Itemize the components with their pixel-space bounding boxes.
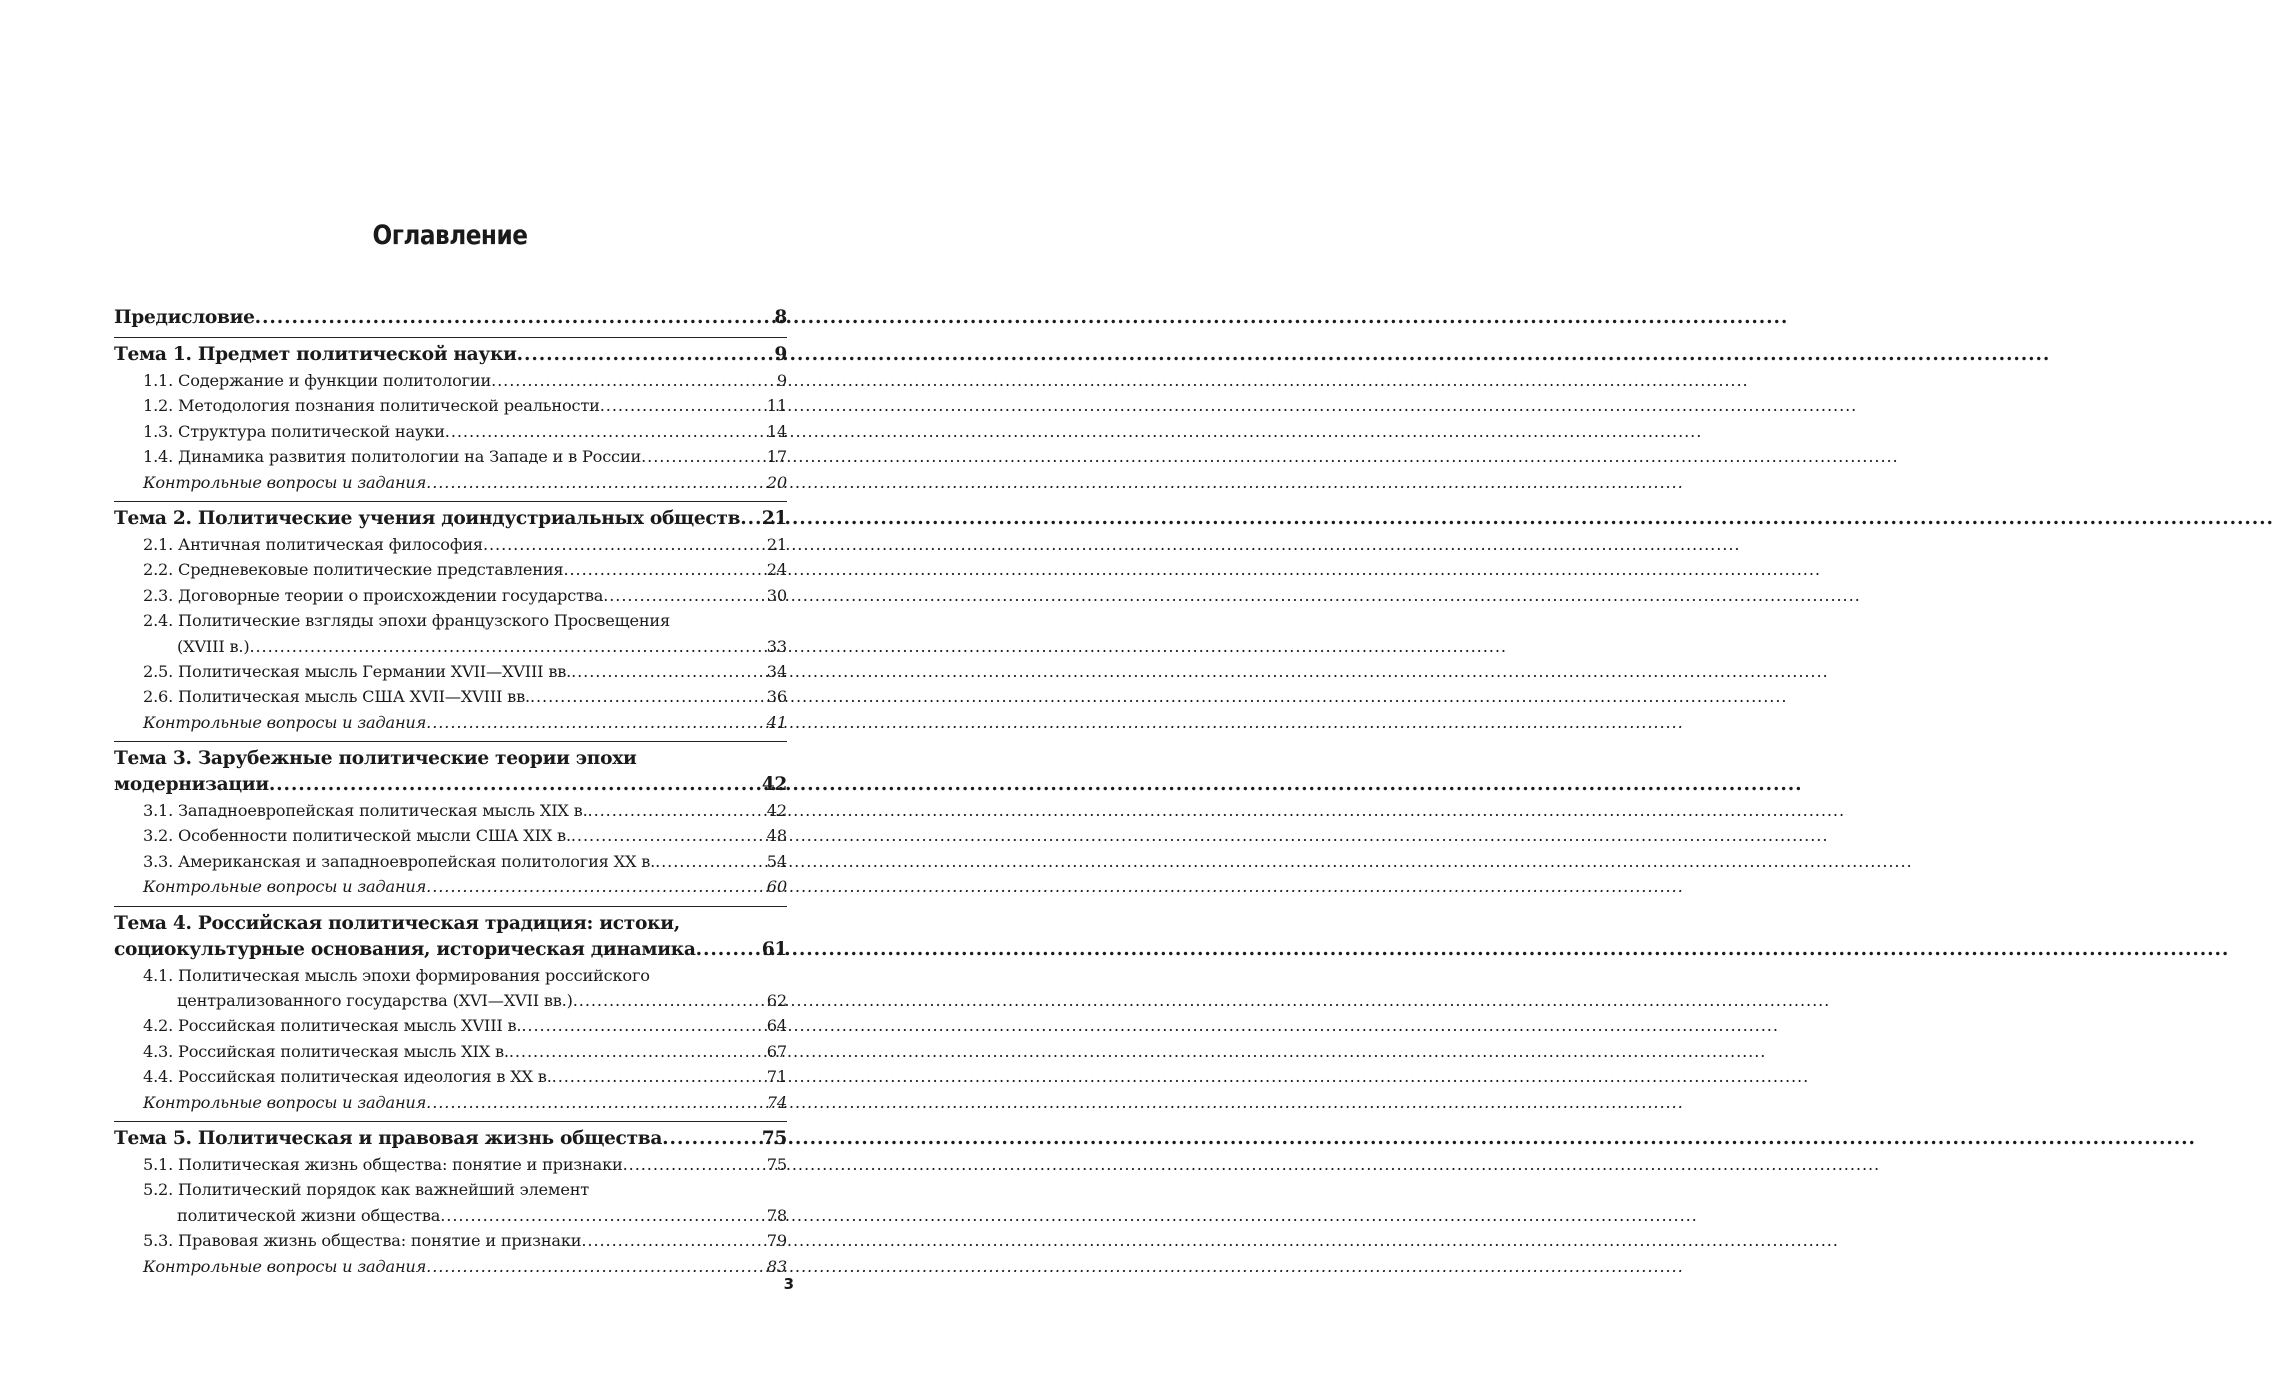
toc-item[interactable] (114, 798, 787, 823)
toc-topic-page: 42 (761, 774, 787, 796)
leader-dots (740, 506, 759, 532)
toc-topic-3-first-line[interactable]: Тема 3. Зарубежные политические теории эпохи (114, 748, 637, 770)
leader-dots (521, 1013, 764, 1038)
leader-dots (696, 937, 760, 963)
toc-item-page: 54 (766, 851, 787, 871)
toc-questions[interactable] (114, 710, 787, 735)
leader-dots (530, 684, 765, 709)
toc-item-page: 79 (766, 1231, 787, 1251)
toc-item-label: 1.2. Методология познания политической реальности (143, 396, 600, 416)
leader-dots (581, 1228, 764, 1253)
section-divider (114, 1121, 787, 1122)
toc-item-page: 14 (766, 421, 787, 441)
toc-questions-label: Контрольные вопросы и задания (143, 472, 427, 492)
leader-dots (623, 1152, 765, 1177)
toc-topic-title: Тема 1. Предмет политической науки (114, 344, 517, 365)
leader-dots (255, 305, 773, 331)
toc-questions-page: 60 (766, 877, 787, 897)
toc-item[interactable] (114, 823, 787, 848)
toc-item-label: 2.1. Античная политическая философия (143, 534, 483, 554)
toc-questions-page: 41 (766, 712, 787, 732)
toc-item[interactable] (114, 659, 787, 684)
leader-dots (426, 710, 765, 735)
toc-item-label: 5.1. Политическая жизнь общества: понятие и признаки (143, 1154, 623, 1174)
leader-dots (509, 1039, 765, 1064)
toc-item[interactable] (114, 1228, 787, 1253)
toc-questions[interactable] (114, 1254, 787, 1279)
leader-dots (641, 444, 765, 469)
page-title: Оглавление (372, 220, 528, 251)
toc-questions[interactable] (114, 1090, 787, 1115)
toc-item-label: 3.2. Особенности политической мысли США XIX в. (143, 826, 571, 846)
leader-dots (440, 1203, 765, 1228)
leader-dots (249, 634, 764, 659)
toc-item-label: централизованного государства (XVI—XVII вв.) (177, 991, 573, 1011)
toc-item-label: 4.2. Российская политическая мысль XVIII в. (143, 1016, 522, 1036)
toc-item[interactable] (114, 1039, 787, 1064)
leader-dots (662, 1126, 760, 1152)
toc-item-page: 62 (766, 991, 787, 1011)
toc-item-label: 2.3. Договорные теории о происхождении государства (143, 585, 604, 605)
leader-dots (483, 532, 765, 557)
toc-item-label: 2.5. Политическая мысль Германии XVII—XVIII вв. (143, 661, 572, 681)
toc-item-page: 34 (766, 661, 787, 681)
toc-item-label: политической жизни общества (177, 1205, 441, 1225)
leader-dots (426, 874, 765, 899)
toc-item-page: 42 (766, 801, 787, 821)
leader-dots (571, 659, 765, 684)
toc-topic-title: Тема 5. Политическая и правовая жизнь общества (114, 1127, 663, 1149)
page-number: 3 (783, 1275, 794, 1293)
leader-dots (269, 772, 760, 798)
toc-item[interactable] (114, 634, 787, 659)
toc-item-label: 2.6. Политическая мысль США XVII—XVIII вв. (143, 687, 530, 707)
toc-topic-page: 9 (774, 344, 787, 365)
toc-entry-page: 8 (774, 307, 787, 328)
leader-dots (655, 849, 765, 874)
toc-item-label: 4.4. Российская политическая идеология в XX в. (143, 1067, 552, 1087)
toc-topic-4-first-line[interactable]: Тема 4. Российская политическая традиция: истоки, (114, 912, 680, 934)
toc-questions-page: 74 (766, 1092, 787, 1112)
toc-topic-title: модернизации (114, 774, 269, 796)
toc-item-page: 71 (766, 1067, 787, 1087)
section-divider (114, 906, 787, 907)
toc-item-label: 2.2. Средневековые политические представления (143, 560, 564, 580)
leader-dots (563, 557, 764, 582)
toc-item-page: 48 (766, 826, 787, 846)
leader-dots (588, 798, 765, 823)
toc-item-page: 67 (766, 1041, 787, 1061)
toc-item[interactable] (114, 684, 787, 709)
leader-dots (426, 1254, 765, 1279)
table-of-contents (114, 305, 787, 1279)
leader-dots (600, 393, 765, 418)
toc-item-label: 3.3. Американская и западноевропейская политология XX в. (143, 851, 656, 871)
toc-item[interactable] (114, 532, 787, 557)
toc-item-first-line[interactable]: 2.4. Политические взгляды эпохи французского Просвещения (143, 611, 671, 631)
section-divider (114, 741, 787, 742)
toc-item-label: 5.3. Правовая жизнь общества: понятие и признаки (143, 1231, 582, 1251)
section-divider (114, 501, 787, 502)
toc-topic-1[interactable] (114, 342, 787, 368)
section-divider (114, 337, 787, 338)
toc-item-label: 1.1. Содержание и функции политологии (143, 371, 492, 390)
toc-item-page: 24 (766, 560, 787, 580)
toc-item-page: 30 (766, 585, 787, 605)
toc-item[interactable] (114, 1203, 787, 1228)
toc-questions-label: Контрольные вопросы и задания (143, 712, 427, 732)
toc-item-page: 64 (766, 1016, 787, 1036)
leader-dots (603, 583, 765, 608)
toc-item-label: 3.1. Западноевропейская политическая мысль XIX в. (143, 801, 588, 821)
toc-topic-page: 61 (761, 938, 787, 960)
toc-topic-3[interactable] (114, 772, 787, 798)
toc-item-label: 1.4. Динамика развития политологии на Западе и в России (143, 447, 642, 467)
leader-dots (571, 823, 765, 848)
toc-item[interactable] (114, 1064, 787, 1089)
leader-dots (552, 1064, 765, 1089)
toc-questions-label: Контрольные вопросы и задания (143, 1256, 427, 1276)
leader-dots (426, 470, 765, 495)
toc-item[interactable] (114, 368, 787, 393)
toc-questions[interactable] (114, 470, 787, 495)
toc-item[interactable] (114, 393, 787, 418)
toc-item-page: 9 (776, 371, 787, 390)
toc-topic-4[interactable] (114, 937, 787, 963)
toc-questions[interactable] (114, 874, 787, 899)
toc-topic-2[interactable] (114, 506, 787, 532)
toc-item-first-line[interactable]: 4.1. Политическая мысль эпохи формирования российского (143, 965, 650, 985)
toc-item[interactable] (114, 1152, 787, 1177)
toc-topic-title: социокультурные основания, историческая динамика (114, 938, 696, 960)
toc-item-page: 17 (766, 447, 787, 467)
leader-dots (426, 1090, 765, 1115)
toc-item-first-line[interactable]: 5.2. Политический порядок как важнейший элемент (143, 1180, 590, 1200)
toc-item-page: 33 (766, 636, 787, 656)
toc-topic-page: 75 (761, 1127, 787, 1149)
toc-item[interactable] (114, 444, 787, 469)
toc-item[interactable] (114, 419, 787, 444)
toc-item-page: 36 (766, 687, 787, 707)
toc-topic-title: Тема 2. Политические учения доиндустриальных обществ (114, 507, 741, 529)
toc-item[interactable] (114, 1013, 787, 1038)
toc-topic-page: 21 (761, 507, 787, 529)
toc-entry-label: Предисловие (114, 307, 255, 328)
toc-item-page: 11 (766, 396, 787, 416)
toc-item[interactable] (114, 849, 787, 874)
toc-questions-label: Контрольные вопросы и задания (143, 877, 427, 897)
leader-dots (445, 419, 765, 444)
toc-item[interactable] (114, 988, 787, 1013)
toc-item[interactable] (114, 557, 787, 582)
leader-dots (573, 988, 765, 1013)
toc-item-page: 78 (766, 1205, 787, 1225)
leader-dots (517, 342, 773, 368)
leader-dots (491, 368, 775, 393)
toc-questions-label: Контрольные вопросы и задания (143, 1092, 427, 1112)
toc-item-page: 21 (766, 534, 787, 554)
toc-questions-page: 20 (766, 472, 787, 492)
toc-entry-preface[interactable] (114, 305, 787, 331)
toc-item[interactable] (114, 583, 787, 608)
toc-item-label: 1.3. Структура политической науки (143, 421, 445, 441)
toc-topic-5[interactable] (114, 1126, 787, 1152)
toc-item-page: 75 (766, 1154, 787, 1174)
toc-item-label: 4.3. Российская политическая мысль XIX в. (143, 1041, 509, 1061)
toc-questions-page: 83 (766, 1256, 787, 1276)
toc-item-label: (XVIII в.) (177, 636, 250, 656)
